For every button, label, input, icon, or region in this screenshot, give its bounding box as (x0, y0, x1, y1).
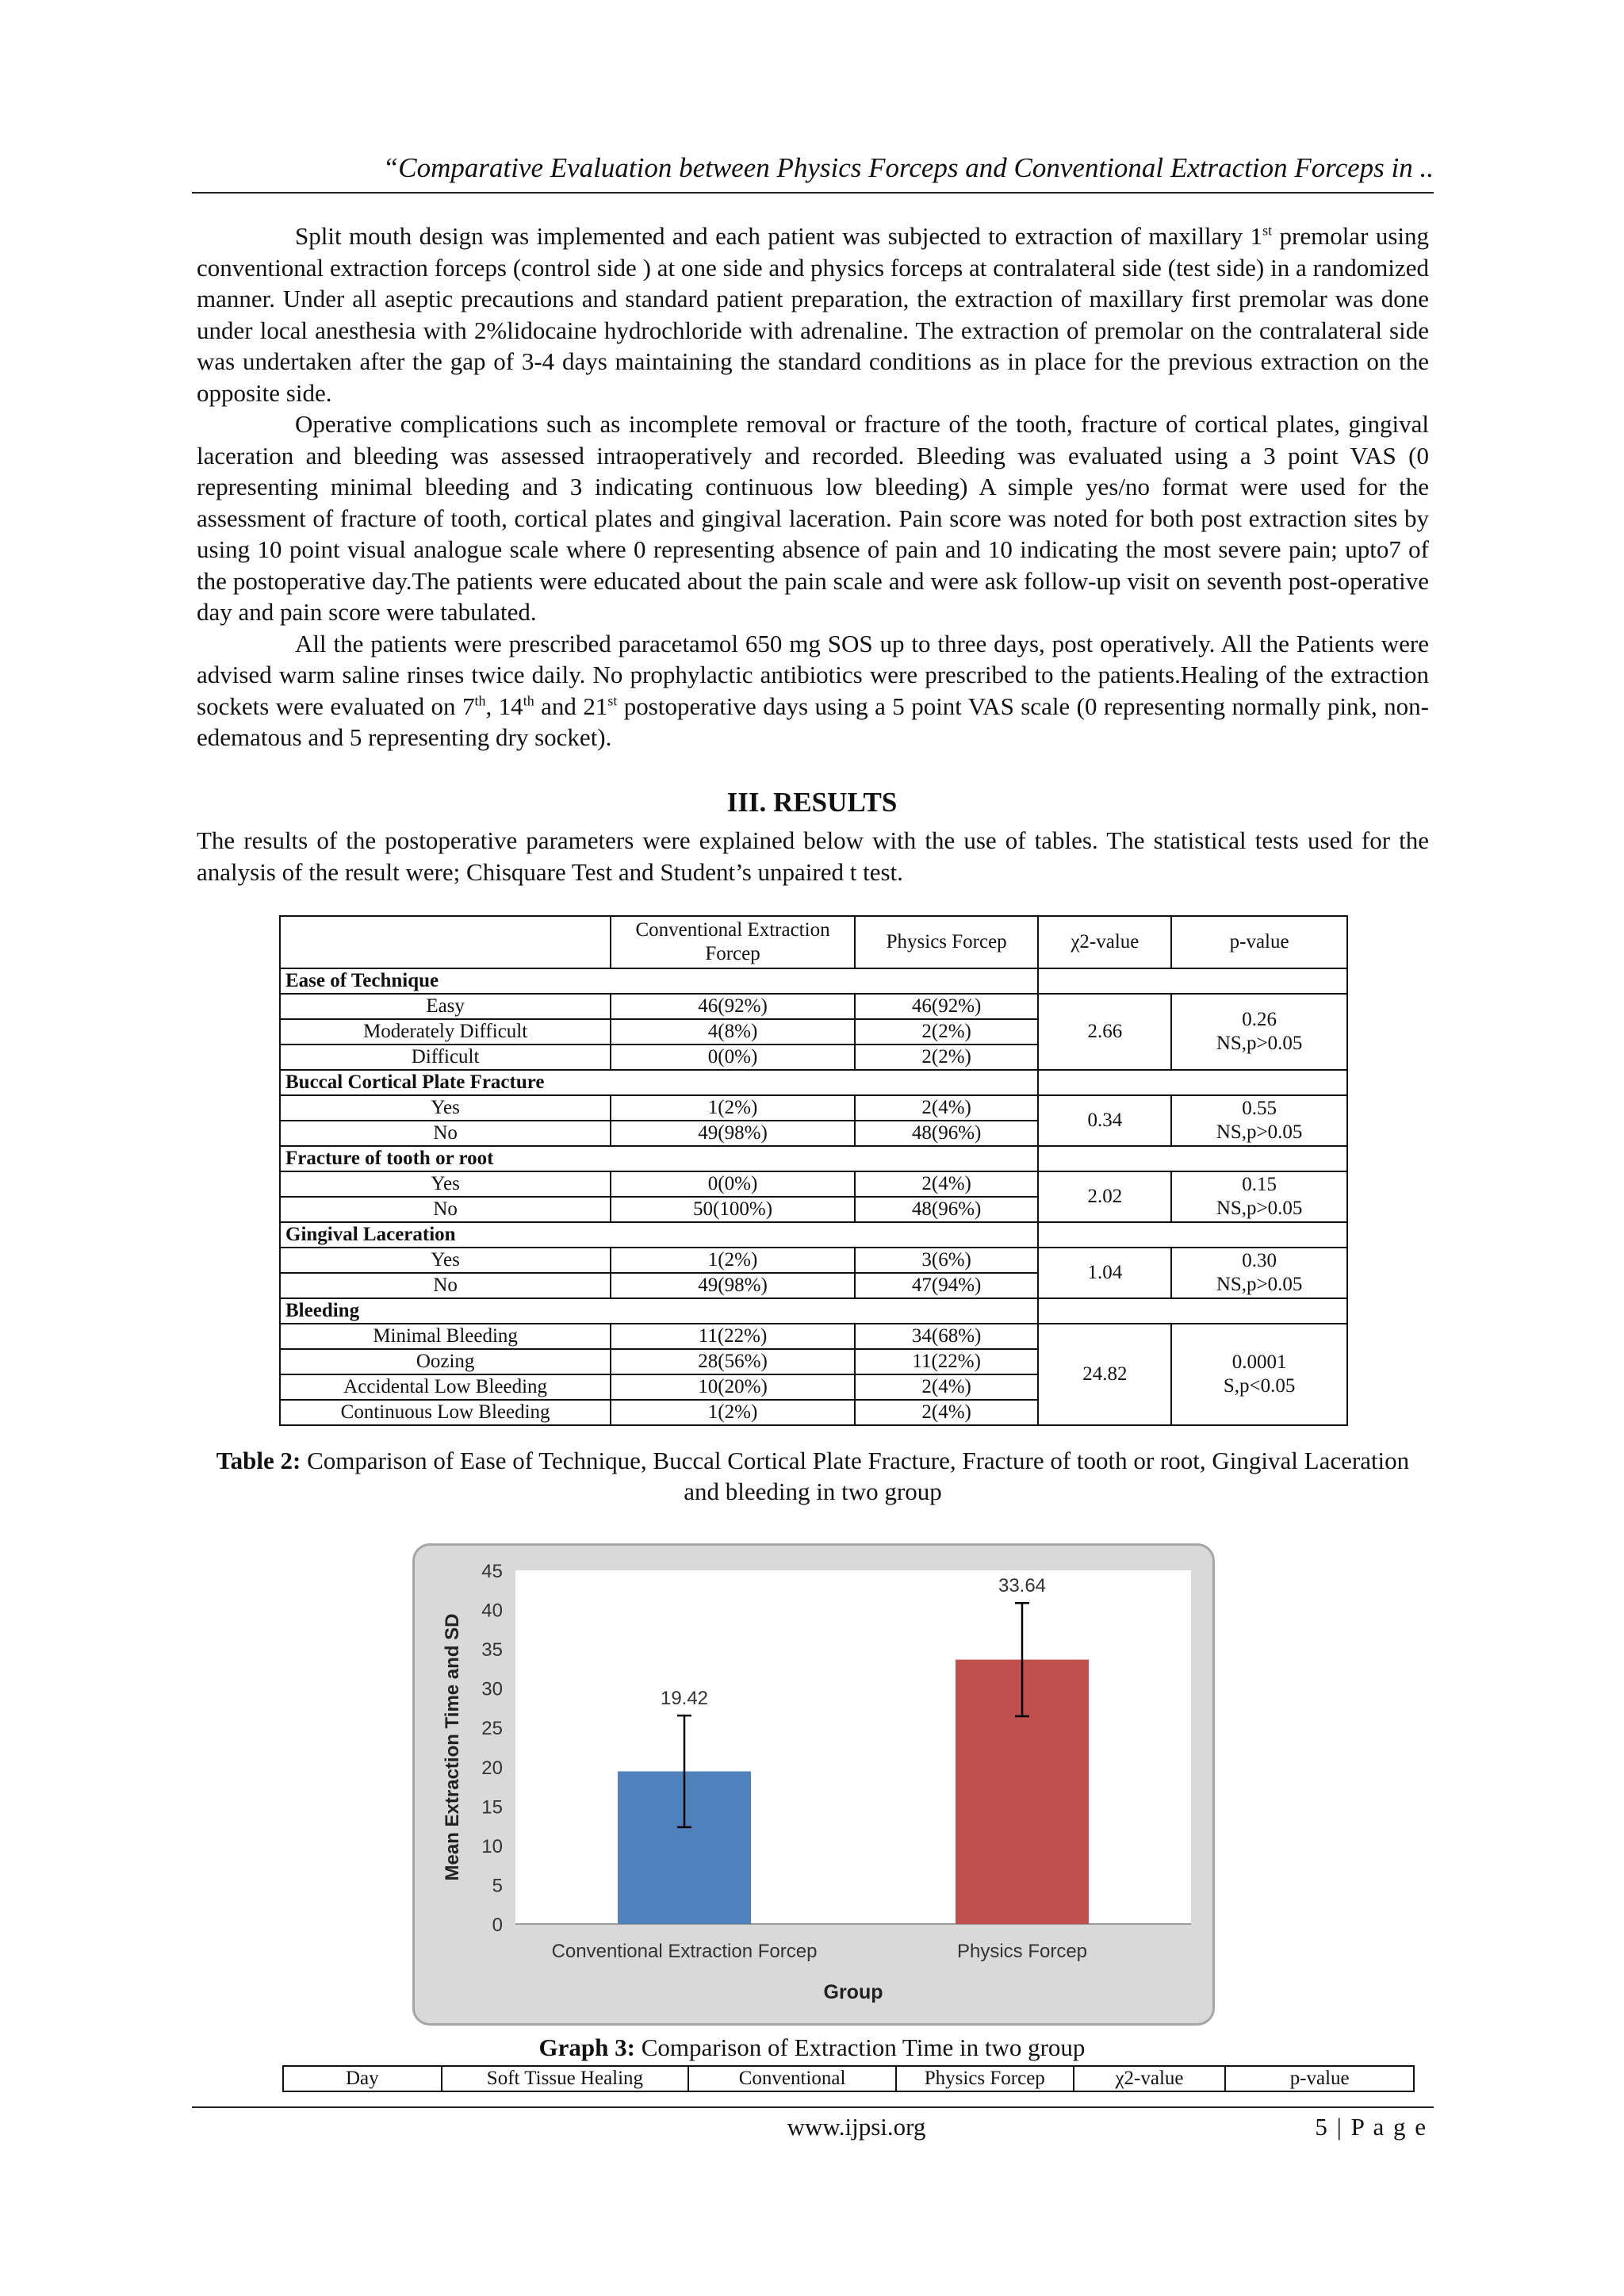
table-cell: 2(4%) (855, 1374, 1039, 1400)
table-3-header-cell: Day (283, 2066, 442, 2091)
p-value: 0.15 (1242, 1174, 1277, 1195)
footer-divider (192, 2106, 1434, 2108)
table-header-cell: Conventional Extraction Forcep (611, 916, 855, 968)
table-cell: 2(2%) (855, 1045, 1039, 1070)
footer-url: www.ijpsi.org (787, 2113, 926, 2141)
table-3-header-cell: Conventional (688, 2066, 896, 2091)
table-3-header (282, 2065, 1415, 2092)
table-group-row (280, 1298, 1347, 1324)
table-group-row (280, 1222, 1347, 1248)
table-cell: 2(2%) (855, 1019, 1039, 1045)
x-axis-title: Group (823, 1981, 883, 2003)
table-cell: 4(8%) (611, 1019, 855, 1045)
table-header-row (280, 916, 1347, 968)
table-cell: No (280, 1197, 611, 1222)
y-tick-label: 35 (481, 1639, 503, 1662)
table-cell: 47(94%) (855, 1273, 1039, 1298)
p-value-cell (1171, 1324, 1347, 1425)
table-cell: 11(22%) (611, 1324, 855, 1349)
table-3-header-cell: Physics Forcep (896, 2066, 1074, 2091)
paragraph-split-mouth: Split mouth design was implemented and each patient was subjected to extraction of maxillary 1st premolar using conventional extraction forceps (control side ) at one side and physics forceps at contralateral side (test side) in a randomized manner. Under all aseptic precautions and standard patient preparation, the extraction of maxillary first premolar was done under local anesthesia with 2%lidocaine hydrochloride with adrenaline. The extraction of premolar on the contralateral side was undertaken after the gap of 3-4 days maintaining the standard conditions as in place for the previous extraction on the opposite side. (197, 222, 1429, 407)
y-tick-label: 10 (481, 1835, 503, 1857)
methods-text (197, 220, 1429, 753)
table-3-header-cell: Soft Tissue Healing (442, 2066, 689, 2091)
running-header: “Comparative Evaluation between Physics Forceps and Conventional Extraction Forceps in .. (382, 152, 1434, 183)
y-axis-title: Mean Extraction Time and SD (442, 1613, 463, 1881)
group-label: Gingival Laceration (280, 1222, 1038, 1248)
header-divider (192, 192, 1434, 194)
group-label: Buccal Cortical Plate Fracture (280, 1070, 1038, 1095)
table-cell: 2(4%) (855, 1400, 1039, 1425)
p-value: 0.26 (1242, 1009, 1277, 1030)
table-cell: 34(68%) (855, 1324, 1039, 1349)
data-label: 33.64 (998, 1575, 1047, 1597)
group-label: Fracture of tooth or root (280, 1146, 1038, 1171)
table-cell: 2(4%) (855, 1171, 1039, 1197)
p-value-cell (1171, 1248, 1347, 1298)
table-cell: 46(92%) (611, 994, 855, 1019)
table-cell: Yes (280, 1095, 611, 1121)
x-category-label: Conventional Extraction Forcep (551, 1941, 818, 1962)
table-cell: 11(22%) (855, 1349, 1039, 1374)
table-cell: Yes (280, 1171, 611, 1197)
table-cell: 1(2%) (611, 1095, 855, 1121)
table-cell: 50(100%) (611, 1197, 855, 1222)
chi-square-cell: 2.02 (1038, 1171, 1171, 1222)
table-header-cell (280, 916, 611, 968)
y-tick-label: 40 (481, 1600, 503, 1622)
p-value: 0.0001 (1231, 1351, 1287, 1373)
table-header-cell: χ2-value (1038, 916, 1171, 968)
extraction-time-chart (412, 1543, 1215, 2026)
table-cell: No (280, 1121, 611, 1146)
results-heading: III. RESULTS (726, 787, 898, 818)
p-value: 0.30 (1242, 1250, 1277, 1271)
page-number: 5 | P a g e (1315, 2113, 1427, 2141)
table-cell: 48(96%) (855, 1197, 1039, 1222)
table-cell: Difficult (280, 1045, 611, 1070)
data-label: 19.42 (660, 1688, 709, 1710)
table-cell: Continuous Low Bleeding (280, 1400, 611, 1425)
x-category-label: Physics Forcep (956, 1941, 1088, 1962)
y-tick-label: 15 (481, 1796, 503, 1819)
table-row (280, 1248, 1347, 1273)
significance: NS,p>0.05 (1216, 1121, 1303, 1143)
table-cell: Yes (280, 1248, 611, 1273)
table-row (280, 994, 1347, 1019)
table-group-row (280, 1146, 1347, 1171)
table-cell: Oozing (280, 1349, 611, 1374)
group-label: Bleeding (280, 1298, 1038, 1324)
table-2-caption: Table 2: Comparison of Ease of Technique, Buccal Cortical Plate Fracture, Fracture of tooth or root, Gingival Laceration and bleeding in two group (216, 1447, 1410, 1505)
table-3-header-cell: p-value (1225, 2066, 1414, 2091)
chi-square-cell: 2.66 (1038, 994, 1171, 1070)
table-cell: 49(98%) (611, 1121, 855, 1146)
y-tick-label: 30 (481, 1678, 503, 1700)
significance: S,p<0.05 (1223, 1375, 1296, 1397)
table-row (280, 1095, 1347, 1121)
table-row (280, 1324, 1347, 1349)
p-value-cell (1171, 1171, 1347, 1222)
table-header-cell: p-value (1171, 916, 1347, 968)
table-cell: Easy (280, 994, 611, 1019)
table-cell: 1(2%) (611, 1400, 855, 1425)
table-header-cell: Physics Forcep (855, 916, 1039, 968)
table-cell: 28(56%) (611, 1349, 855, 1374)
p-value-cell (1171, 1095, 1347, 1146)
significance: NS,p>0.05 (1216, 1198, 1303, 1219)
table-row (280, 1171, 1347, 1197)
significance: NS,p>0.05 (1216, 1033, 1303, 1054)
plot-area (515, 1570, 1191, 1924)
table-cell: 10(20%) (611, 1374, 855, 1400)
table-cell: 0(0%) (611, 1171, 855, 1197)
table-cell: Moderately Difficult (280, 1019, 611, 1045)
p-value-cell (1171, 994, 1347, 1070)
group-label: Ease of Technique (280, 968, 1038, 994)
chi-square-cell: 24.82 (1038, 1324, 1171, 1425)
table-group-row (280, 968, 1347, 994)
table-cell: No (280, 1273, 611, 1298)
table-group-row (280, 1070, 1347, 1095)
table-cell: 2(4%) (855, 1095, 1039, 1121)
y-tick-label: 25 (481, 1718, 503, 1740)
y-tick-label: 5 (492, 1875, 503, 1897)
table-cell: 0(0%) (611, 1045, 855, 1070)
table-cell: 46(92%) (855, 994, 1039, 1019)
significance: NS,p>0.05 (1216, 1274, 1303, 1295)
table-cell: 49(98%) (611, 1273, 855, 1298)
chi-square-cell: 0.34 (1038, 1095, 1171, 1146)
table-2 (279, 915, 1348, 1426)
y-tick-label: 45 (481, 1561, 503, 1582)
paragraph-postoperative: All the patients were prescribed paracetamol 650 mg SOS up to three days, post operatively. All the Patients were advised warm saline rinses twice daily. No prophylactic antibiotics were prescribed to the patients.Healing of the extraction sockets were evaluated on 7th, 14th and 21st postoperative days using a 5 point VAS scale (0 representing normally pink, non-edematous and 5 representing dry socket). (197, 629, 1429, 751)
table-cell: Accidental Low Bleeding (280, 1374, 611, 1400)
table-cell: 3(6%) (855, 1248, 1039, 1273)
paragraph-complications: Operative complications such as incomplete removal or fracture of the tooth, fracture of cortical plates, gingival laceration and bleeding was assessed intraoperatively and recorded. Bleeding was evaluated using a 3 point VAS (0 representing minimal bleeding and 3 indicating continuous low bleeding) A simple yes/no format were used for the assessment of fracture of tooth, cortical plates and gingival laceration. Pain score was noted for both post extraction sites by using 10 point visual analogue scale where 0 representing absence of pain and 10 indicating the most severe pain; upto7 of the postoperative day.The patients were educated about the pain scale and were ask follow-up visit on seventh post-operative day and pain score were tabulated. (197, 410, 1429, 626)
p-value: 0.55 (1242, 1098, 1277, 1119)
graph-3-caption: Graph 3: Comparison of Extraction Time in two group (538, 2033, 1086, 2061)
y-tick-label: 20 (481, 1757, 503, 1779)
y-tick-label: 0 (492, 1915, 503, 1936)
results-intro: The results of the postoperative parameters were explained below with the use of tables. The statistical tests used for the analysis of the result were; Chisquare Test and Student’s unpaired t test. (197, 826, 1429, 886)
chi-square-cell: 1.04 (1038, 1248, 1171, 1298)
table-3-header-cell: χ2-value (1074, 2066, 1226, 2091)
table-cell: Minimal Bleeding (280, 1324, 611, 1349)
table-cell: 48(96%) (855, 1121, 1039, 1146)
table-cell: 1(2%) (611, 1248, 855, 1273)
